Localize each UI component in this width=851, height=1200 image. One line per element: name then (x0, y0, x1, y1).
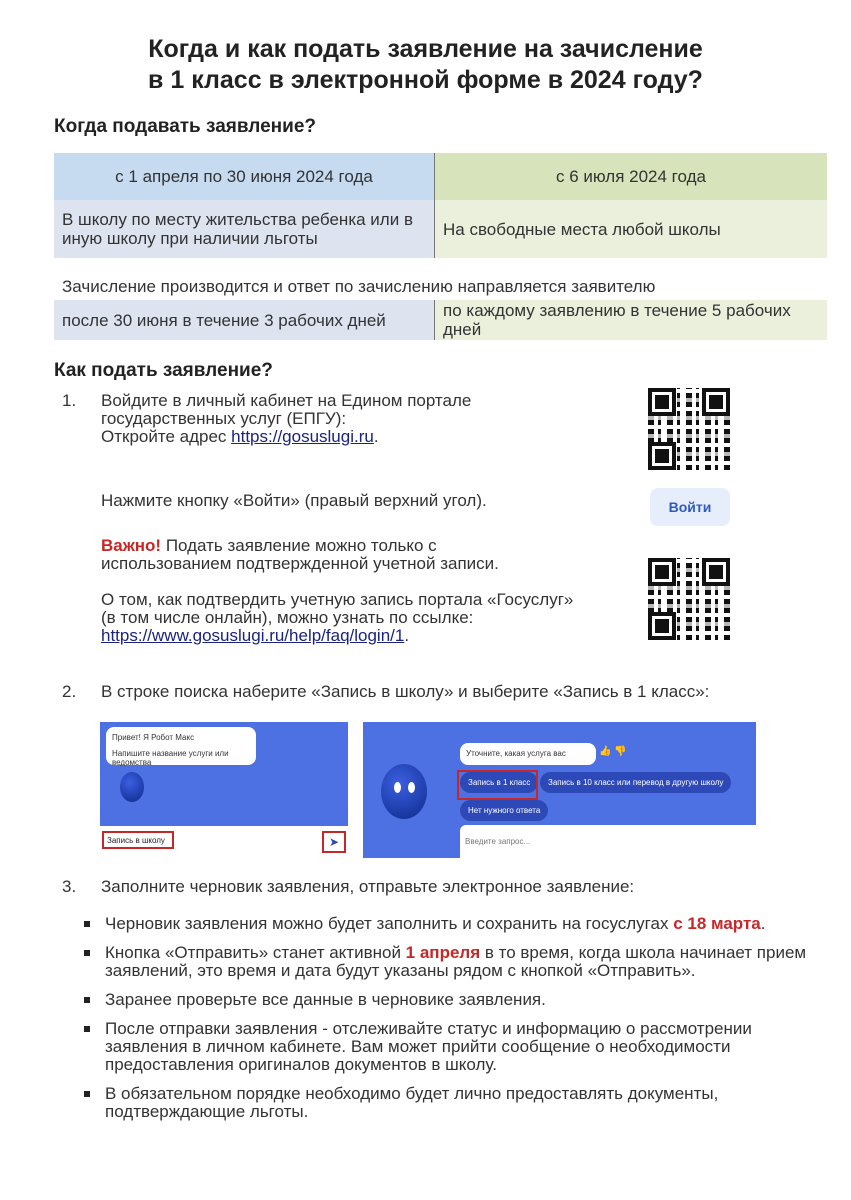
query-input: Введите запрос... (460, 825, 756, 858)
col1-answer: после 30 июня в течение 3 рабочих дней (54, 300, 434, 340)
step3-list (76, 915, 836, 1132)
list-item: Кнопка «Отправить» станет активной 1 апреля в то время, когда школа начинает прием заявлений, это время и дата будут указаны рядом с кнопкой «Отправить». (76, 944, 836, 980)
step3-text: Заполните черновик заявления, отправьте электронное заявление: (101, 877, 635, 896)
page-title: Когда и как подать заявление на зачисление в 1 класс в электронной форме в 2024 году? (148, 35, 703, 94)
chip-no-answer: Нет нужного ответа (460, 800, 548, 821)
important-note: Важно! Подать заявление можно только с использованием подтвержденной учетной записи. (101, 536, 499, 573)
how-heading: Как подать заявление? (54, 360, 273, 381)
list-item: После отправки заявления - отслеживайте статус и информацию о рассмотрении заявления в личном кабинете. Вам может прийти сообщение о необходимости предоставления оригиналов документов в школу. (76, 1020, 836, 1074)
robot-icon (120, 772, 144, 802)
qr-code-faq (648, 558, 730, 640)
search-input-example: Запись в школу (102, 831, 174, 849)
chip-grade-1: Запись в 1 класс (460, 772, 538, 793)
list-item: Черновик заявления можно будет заполнить и сохранить на госуслугах с 18 марта. (76, 915, 836, 933)
gosuslugi-link[interactable]: https://gosuslugi.ru (231, 427, 374, 446)
col2-header: с 6 июля 2024 года (435, 153, 827, 200)
chip-grade-10: Запись в 10 класс или перевод в другую школу (540, 772, 731, 793)
chat-screenshot-1 (100, 722, 348, 826)
col2-answer: по каждому заявлению в течение 5 рабочих дней (435, 300, 827, 340)
step1-text: Войдите в личный кабинет на Едином портале государственных услуг (ЕПГУ): Откройте адрес https://gosuslugi.ru. (101, 391, 472, 446)
robot-icon (381, 764, 427, 819)
login-button[interactable]: Войти (650, 488, 730, 526)
list-item: Заранее проверьте все данные в черновике заявления. (76, 991, 836, 1009)
chat-bubble: Привет! Я Робот Макс Напишите название услуги или ведомства (106, 727, 256, 765)
col1-body: В школу по месту жительства ребенка или в иную школу при наличии льготы (54, 200, 434, 258)
step-number: 1. (62, 391, 77, 410)
send-icon: ➤ (322, 831, 346, 853)
qr-code-gosuslugi (648, 388, 730, 470)
login-faq-link[interactable]: https://www.gosuslugi.ru/help/faq/login/1 (101, 626, 405, 645)
col1-header: с 1 апреля по 30 июня 2024 года (54, 153, 434, 200)
step2-text: В строке поиска наберите «Запись в школу» и выберите «Запись в 1 класс»: (101, 682, 710, 701)
list-item: В обязательном порядке необходимо будет лично предоставлять документы, подтверждающие льготы. (76, 1085, 836, 1121)
login-instruction: Нажмите кнопку «Войти» (правый верхний угол). (101, 491, 487, 510)
when-heading: Когда подавать заявление? (54, 116, 317, 137)
col2-body: На свободные места любой школы (435, 200, 827, 258)
step-number: 2. (62, 682, 77, 701)
confirm-account-note: О том, как подтвердить учетную запись портала «Госуслуг» (в том числе онлайн), можно узнать по ссылке: https://www.gosuslugi.ru/help/faq/login/1. (101, 590, 574, 645)
chat-screenshot-2 (363, 722, 756, 858)
enrollment-note: Зачисление производится и ответ по зачислению направляется заявителю (62, 277, 656, 296)
highlight-box (457, 770, 538, 800)
thumbs-icons: 👍 👎 (599, 746, 627, 757)
question-bubble: Уточните, какая услуга вас (460, 743, 596, 765)
step-number: 3. (62, 877, 77, 896)
